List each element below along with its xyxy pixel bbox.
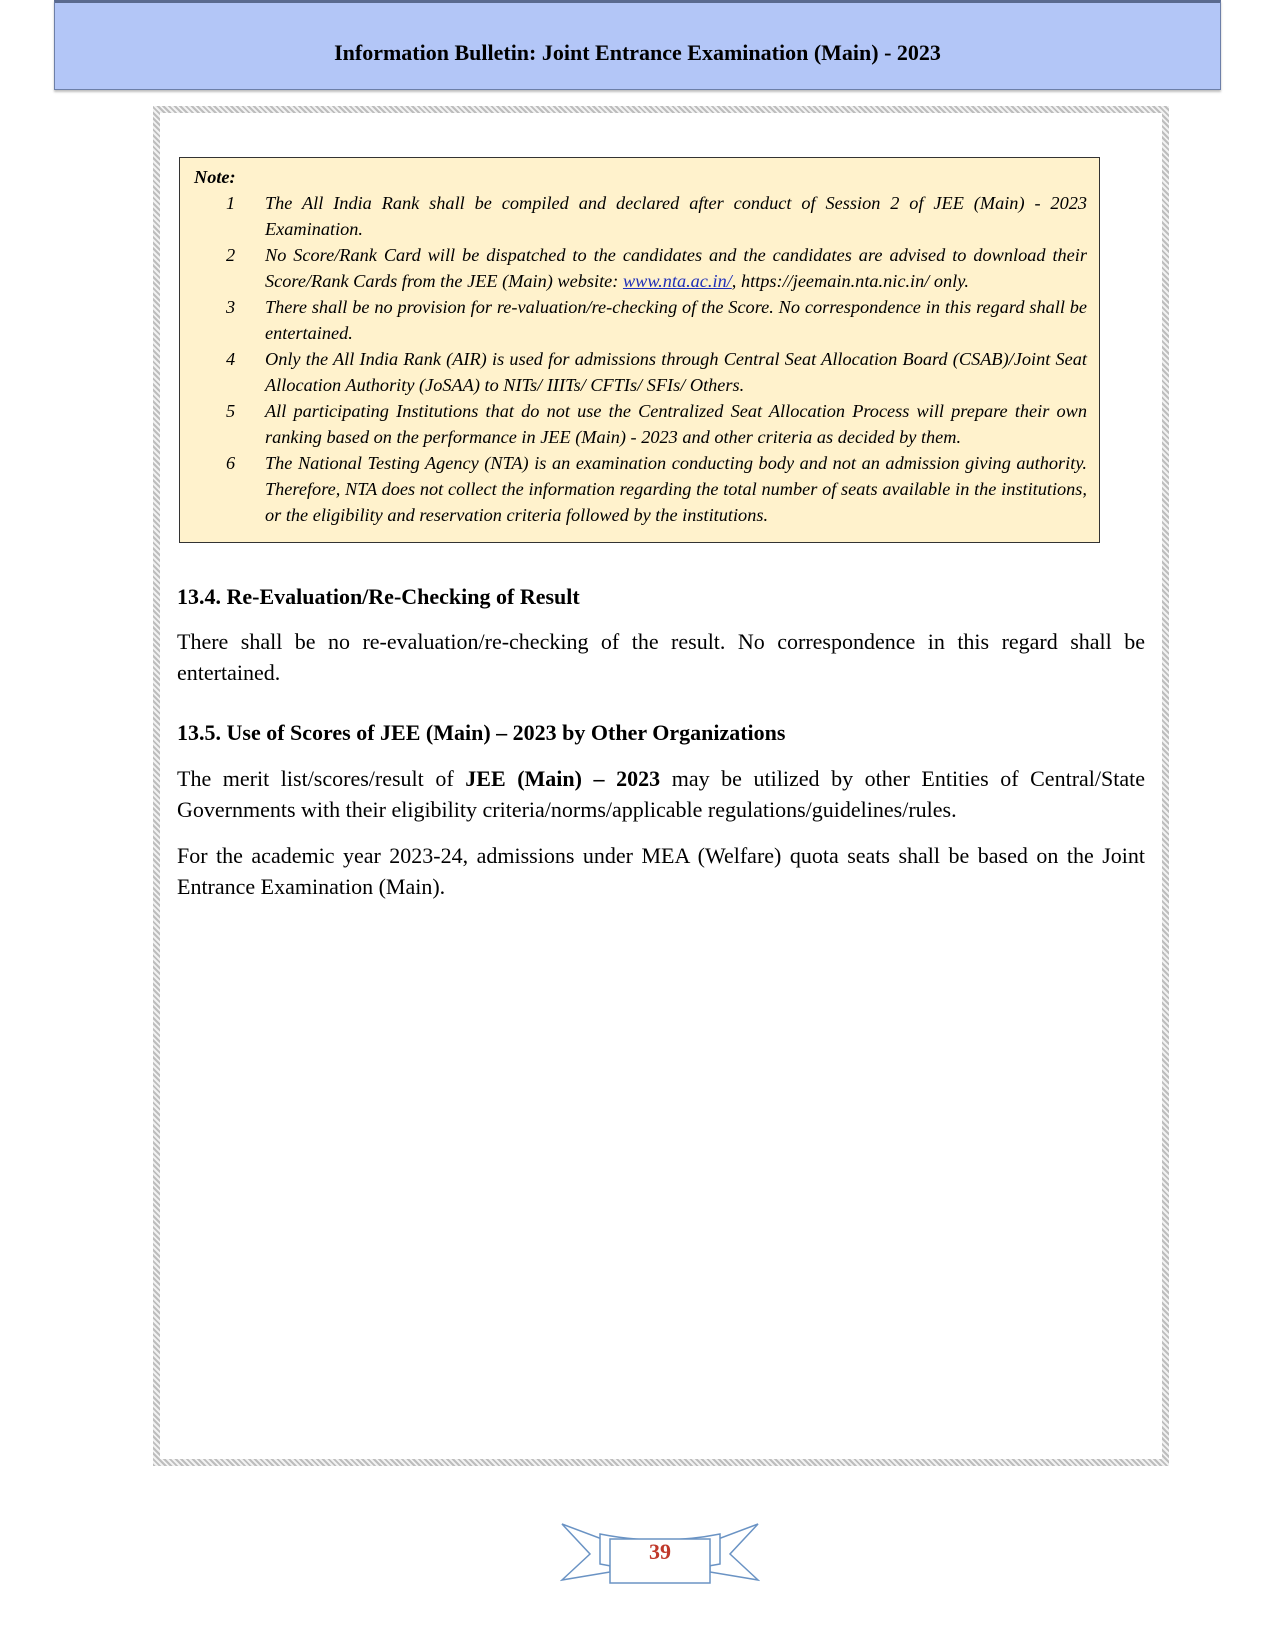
section-13-5-paragraph-1 (177, 763, 1145, 825)
note-item (180, 346, 1099, 398)
note-number: 6 (226, 453, 236, 473)
section-heading-13-4: 13.4. Re-Evaluation/Re-Checking of Result (177, 584, 580, 609)
header-band (54, 0, 1221, 90)
paragraph-text: The merit list/scores/result of (177, 766, 466, 791)
note-item (180, 242, 1099, 294)
paragraph-bold-text: JEE (Main) – 2023 (465, 766, 661, 791)
note-number: 3 (226, 297, 236, 317)
section-13-5-paragraph-2: For the academic year 2023-24, admissions under MEA (Welfare) quota seats shall be based on the Joint Entrance Examination (Main). (177, 843, 1145, 899)
note-title: Note: (194, 167, 236, 187)
note-item (180, 398, 1099, 450)
note-text: No Score/Rank Card will be dispatched to the candidates and the candidates are advised to download their Score/Rank Cards from the JEE (Main) website: (265, 245, 1087, 291)
note-number: 5 (226, 401, 236, 421)
paragraph-text: may be utilized by other Entities of Central/State Governments with their eligibility criteria/norms/applicable regulations/guidelines/rules. (177, 766, 1145, 822)
note-text: , https://jeemain.nta.nic.in/ only. (731, 271, 969, 291)
page-number: 39 (649, 1539, 671, 1564)
note-number: 1 (226, 193, 236, 213)
section-heading-13-5: 13.5. Use of Scores of JEE (Main) – 2023 by Other Organizations (177, 720, 786, 745)
header-title: Information Bulletin: Joint Entrance Examination (Main) - 2023 (334, 40, 941, 65)
nta-website-link[interactable]: www.nta.ac.in/ (622, 271, 732, 291)
note-item (180, 450, 1099, 528)
note-item (180, 190, 1099, 242)
note-list (180, 190, 1099, 528)
note-number: 4 (226, 349, 236, 369)
note-text: There shall be no provision for re-valuation/re-checking of the Score. No correspondence in this regard shall be entertained. (265, 297, 1087, 343)
note-text: Only the All India Rank (AIR) is used for admissions through Central Seat Allocation Board (CSAB)/Joint Seat Allocation Authority (JoSAA) to NITs/ IIITs/ CFTIs/ SFIs/ Others. (265, 349, 1087, 395)
note-text: The National Testing Agency (NTA) is an examination conducting body and not an admission giving authority. Therefore, NTA does not collect the information regarding the total number of seats available in the institutions, or the eligibility and reservation criteria followed by the institutions. (265, 453, 1087, 525)
note-item (180, 294, 1099, 346)
section-13-4-paragraph: There shall be no re-evaluation/re-checking of the result. No correspondence in this regard shall be entertained. (177, 629, 1145, 685)
note-text: All participating Institutions that do not use the Centralized Seat Allocation Process will prepare their own ranking based on the performance in JEE (Main) - 2023 and other criteria as decided by them. (265, 401, 1087, 447)
note-number: 2 (226, 245, 236, 265)
note-box (179, 157, 1100, 543)
note-text: The All India Rank shall be compiled and declared after conduct of Session 2 of JEE (Main) - 2023 Examination. (265, 193, 1087, 239)
